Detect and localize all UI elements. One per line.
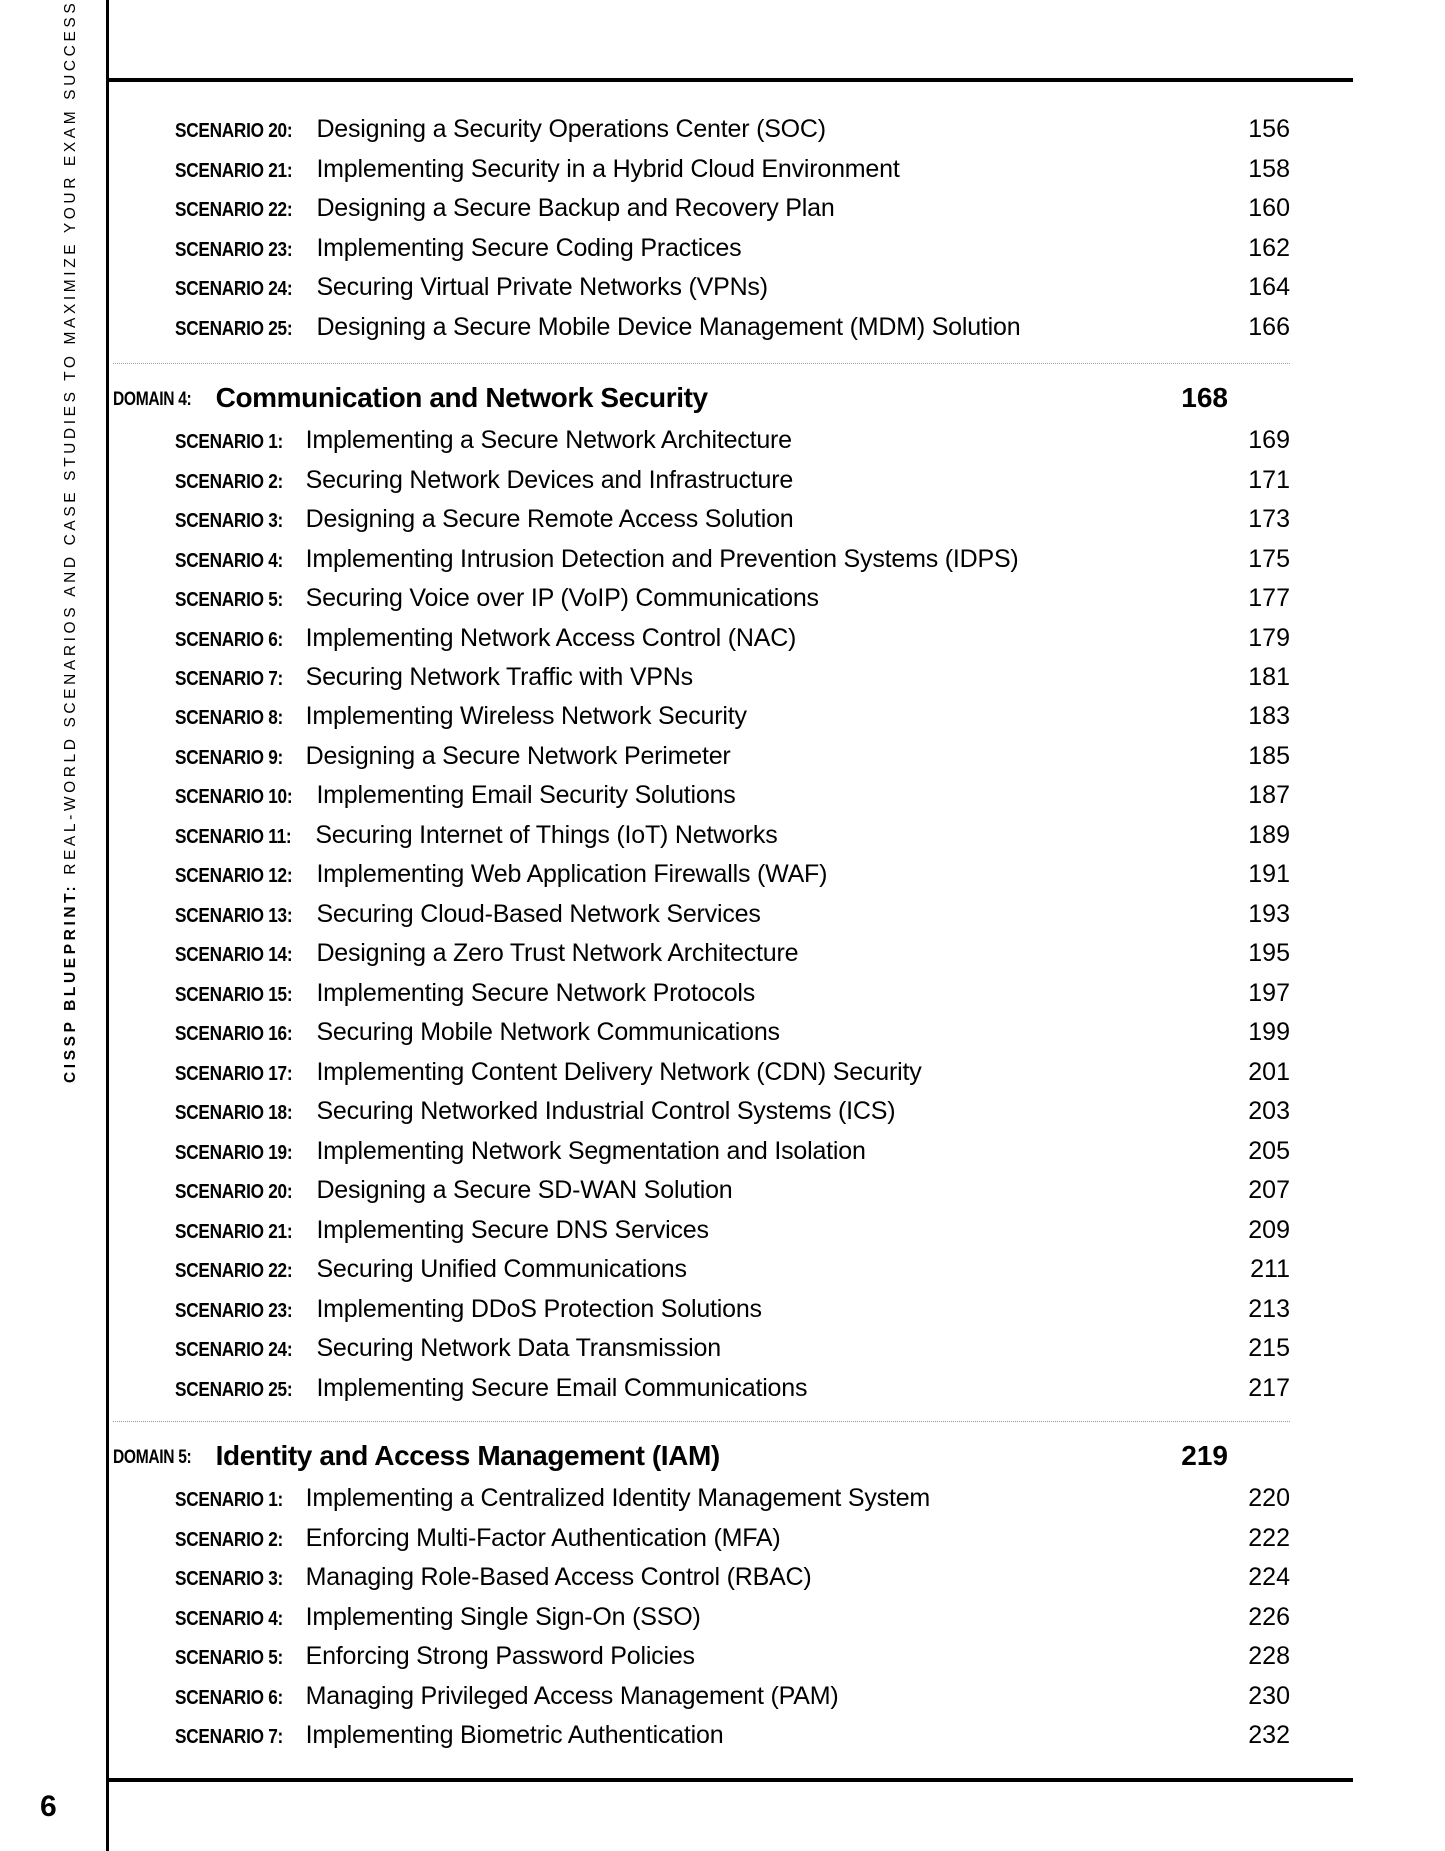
running-head-subtitle: REAL-WORLD SCENARIOS AND CASE STUDIES TO MAXIMIZE YOUR EXAM SUCCESS — [62, 0, 79, 883]
toc-entry-label: SCENARIO 2: — [175, 470, 284, 493]
toc-entry[interactable] — [175, 697, 1290, 736]
toc-entry[interactable] — [175, 1092, 1290, 1131]
toc-entry-page: 173 — [1248, 505, 1290, 534]
toc-entry-label: SCENARIO 19: — [175, 1141, 293, 1164]
page-number: 6 — [40, 1790, 57, 1823]
toc-entry-title: Securing Networked Industrial Control Systems (ICS) — [316, 1097, 896, 1126]
domain-label: DOMAIN 5: — [113, 1447, 192, 1469]
toc-entry-title: Implementing Secure Coding Practices — [316, 233, 742, 262]
toc-entry-page: 158 — [1248, 154, 1290, 183]
toc-entry[interactable] — [175, 658, 1290, 697]
toc-entry-title: Implementing Wireless Network Security — [305, 702, 747, 731]
toc-entry-label: SCENARIO 20: — [175, 120, 293, 143]
toc-entry-title: Implementing Secure Email Communications — [316, 1373, 808, 1402]
toc-entry[interactable] — [175, 1132, 1290, 1171]
toc-entry-label: SCENARIO 2: — [175, 1528, 284, 1551]
toc-entry-page: 183 — [1248, 702, 1290, 731]
toc-entry-page: 232 — [1248, 1721, 1290, 1750]
toc-entry[interactable] — [175, 1171, 1290, 1210]
toc-entry-label: SCENARIO 6: — [175, 628, 284, 651]
toc-entry-title: Managing Privileged Access Management (PAM) — [305, 1681, 839, 1710]
toc-entry[interactable] — [175, 1597, 1290, 1636]
page-frame-bottom-rule — [106, 1778, 1353, 1782]
toc-entry[interactable] — [175, 1716, 1290, 1755]
running-head-book-title: CISSP BLUEPRINT: — [62, 882, 79, 1083]
toc-entry[interactable] — [175, 1558, 1290, 1597]
toc-entry-page: 228 — [1248, 1642, 1290, 1671]
toc-entry[interactable] — [175, 579, 1290, 618]
toc-entry-title: Designing a Secure Mobile Device Management (MDM) Solution — [316, 312, 1021, 341]
toc-entry-label: SCENARIO 11: — [175, 825, 292, 848]
toc-entry-title: Implementing Biometric Authentication — [305, 1721, 724, 1750]
toc-entry-page: 177 — [1248, 584, 1290, 613]
toc-entry-label: SCENARIO 7: — [175, 668, 284, 690]
toc-entry-page: 211 — [1250, 1255, 1290, 1284]
toc-entry[interactable] — [175, 737, 1290, 776]
toc-entry[interactable] — [175, 110, 1290, 149]
toc-entry-page: 217 — [1248, 1373, 1290, 1402]
toc-entry[interactable] — [175, 895, 1290, 934]
toc-entry-title: Securing Network Devices and Infrastructure — [305, 465, 794, 494]
toc-entry-label: SCENARIO 14: — [175, 944, 293, 967]
toc-entry-page: 179 — [1248, 623, 1290, 652]
toc-entry-page: 215 — [1248, 1334, 1290, 1363]
toc-entry-label: SCENARIO 24: — [175, 1339, 293, 1362]
toc-entry-page: 209 — [1248, 1215, 1290, 1244]
toc-entry-label: SCENARIO 22: — [175, 1260, 293, 1283]
toc-entry-label: SCENARIO 8: — [175, 707, 284, 730]
toc-entry[interactable] — [175, 1250, 1290, 1289]
toc-entry-title: Designing a Zero Trust Network Architecture — [316, 939, 799, 968]
toc-entry[interactable] — [175, 1369, 1290, 1408]
toc-entry-label: SCENARIO 7: — [175, 1726, 284, 1749]
page-frame-left-rule — [106, 0, 109, 1851]
toc-entry-page: 156 — [1248, 115, 1290, 144]
toc-entry-page: 171 — [1248, 465, 1290, 494]
toc-entry[interactable] — [175, 618, 1290, 657]
toc-entry-title: Implementing a Secure Network Architecture — [305, 426, 792, 455]
toc-entry-page: 205 — [1248, 1136, 1290, 1165]
toc-entry[interactable] — [175, 776, 1290, 815]
toc-entry[interactable] — [175, 934, 1290, 973]
toc-entry-page: 230 — [1248, 1681, 1290, 1710]
toc-entry[interactable] — [175, 1211, 1290, 1250]
toc-entry-page: 203 — [1248, 1097, 1290, 1126]
toc-entry-page: 193 — [1248, 899, 1290, 928]
toc-entry[interactable] — [175, 1676, 1290, 1715]
toc-entry[interactable] — [175, 1013, 1290, 1052]
toc-entry-label: SCENARIO 13: — [175, 904, 293, 927]
toc-entry[interactable] — [175, 1329, 1290, 1368]
toc-entry-page: 226 — [1248, 1602, 1290, 1631]
toc-entry-title: Implementing Network Access Control (NAC) — [305, 623, 797, 652]
toc-entry-label: SCENARIO 17: — [175, 1062, 293, 1085]
toc-entry[interactable] — [175, 1637, 1290, 1676]
toc-entry-label: SCENARIO 3: — [175, 510, 284, 533]
toc-entry[interactable] — [175, 460, 1290, 499]
toc-entry[interactable] — [175, 228, 1290, 267]
toc-entry[interactable] — [175, 189, 1290, 228]
toc-entry-title: Implementing Network Segmentation and Isolation — [316, 1136, 866, 1165]
section-divider — [113, 1421, 1290, 1422]
toc-entry-label: SCENARIO 1: — [175, 1489, 284, 1512]
toc-entry-page: 185 — [1248, 741, 1290, 770]
toc-entry-title: Securing Mobile Network Communications — [316, 1018, 780, 1047]
toc-entry-title: Implementing a Centralized Identity Management System — [305, 1484, 931, 1513]
toc-entry-title: Implementing DDoS Protection Solutions — [316, 1294, 762, 1323]
toc-domain-heading-4[interactable] — [113, 374, 1228, 421]
toc-entry-title: Securing Network Traffic with VPNs — [305, 663, 693, 691]
toc-entry-label: SCENARIO 6: — [175, 1686, 284, 1709]
toc-entry-title: Securing Unified Communications — [316, 1255, 687, 1284]
toc-entry-page: 166 — [1248, 312, 1290, 341]
toc-entry-title: Implementing Secure Network Protocols — [316, 978, 756, 1007]
toc-entry-page: 189 — [1248, 820, 1290, 849]
toc-entry-page: 191 — [1248, 860, 1290, 889]
toc-entry-label: SCENARIO 23: — [175, 1299, 293, 1322]
section-divider — [113, 363, 1290, 364]
toc-entry-title: Securing Internet of Things (IoT) Networks — [315, 820, 778, 849]
toc-entry-label: SCENARIO 5: — [175, 589, 284, 612]
toc-entry-page: 169 — [1248, 426, 1290, 455]
toc-entry-label: SCENARIO 21: — [175, 1220, 293, 1243]
toc-entry-title: Securing Network Data Transmission — [316, 1334, 721, 1363]
toc-entry-label: SCENARIO 24: — [175, 278, 293, 301]
domain-title: Identity and Access Management (IAM) — [215, 1440, 720, 1472]
toc-entry-title: Implementing Email Security Solutions — [316, 781, 736, 810]
toc-entry-title: Implementing Single Sign-On (SSO) — [305, 1602, 701, 1631]
toc-entry-page: 201 — [1248, 1057, 1290, 1086]
toc-entry-title: Designing a Secure Remote Access Solution — [305, 505, 794, 534]
toc-entry-title: Designing a Security Operations Center (SOC) — [316, 115, 826, 144]
toc-entry-page: 207 — [1248, 1176, 1290, 1205]
toc-entry-page: 160 — [1248, 194, 1290, 223]
domain-label: DOMAIN 4: — [113, 388, 192, 410]
toc-entry[interactable] — [175, 855, 1290, 894]
toc-entry-label: SCENARIO 4: — [175, 549, 284, 572]
toc-entry-page: 181 — [1248, 663, 1290, 691]
toc-entry-page: 175 — [1248, 544, 1290, 573]
toc-entry-label: SCENARIO 25: — [175, 317, 293, 340]
toc-entry-page: 195 — [1248, 939, 1290, 968]
toc-entry[interactable] — [175, 1053, 1290, 1092]
table-of-contents — [113, 110, 1290, 1755]
toc-entry-label: SCENARIO 18: — [175, 1102, 293, 1125]
toc-entry[interactable] — [175, 149, 1290, 188]
toc-entry-page: 213 — [1248, 1294, 1290, 1323]
toc-entry-label: SCENARIO 5: — [175, 1647, 284, 1670]
toc-entry-title: Implementing Secure DNS Services — [316, 1215, 709, 1244]
toc-entry-label: SCENARIO 12: — [175, 865, 293, 888]
toc-entry-title: Designing a Secure Backup and Recovery Plan — [316, 194, 835, 223]
toc-entry[interactable] — [175, 307, 1290, 346]
toc-entry-title: Implementing Intrusion Detection and Prevention Systems (IDPS) — [305, 544, 1019, 573]
toc-entry-label: SCENARIO 3: — [175, 1568, 284, 1591]
domain-page: 168 — [1181, 381, 1228, 413]
toc-entry-page: 199 — [1248, 1018, 1290, 1047]
toc-entry-label: SCENARIO 9: — [175, 746, 284, 769]
toc-entry-title: Securing Voice over IP (VoIP) Communications — [305, 584, 819, 613]
toc-entry-title: Implementing Security in a Hybrid Cloud Environment — [316, 154, 900, 183]
toc-entry[interactable] — [175, 974, 1290, 1013]
toc-domain-heading-5[interactable] — [113, 1432, 1228, 1479]
toc-entry-label: SCENARIO 20: — [175, 1181, 293, 1204]
toc-entry-title: Securing Virtual Private Networks (VPNs) — [316, 273, 768, 302]
toc-entry[interactable] — [175, 1479, 1290, 1518]
toc-entry-title: Designing a Secure Network Perimeter — [305, 741, 731, 770]
toc-entry-page: 164 — [1248, 273, 1290, 302]
toc-entry[interactable] — [175, 268, 1290, 307]
toc-entry-label: SCENARIO 16: — [175, 1023, 293, 1046]
toc-entry[interactable] — [175, 1290, 1290, 1329]
toc-entry-title: Implementing Content Delivery Network (CDN) Security — [316, 1057, 922, 1086]
toc-entry[interactable] — [175, 1519, 1290, 1558]
toc-entry-page: 224 — [1248, 1563, 1290, 1592]
toc-entry-title: Securing Cloud-Based Network Services — [316, 899, 761, 928]
toc-entry[interactable] — [175, 816, 1290, 855]
toc-entry-title: Enforcing Multi-Factor Authentication (MFA) — [305, 1523, 781, 1552]
toc-entry-label: SCENARIO 1: — [175, 431, 284, 454]
toc-entry-label: SCENARIO 25: — [175, 1378, 293, 1401]
toc-entry-label: SCENARIO 4: — [175, 1607, 284, 1630]
toc-entry[interactable] — [175, 500, 1290, 539]
toc-entry-title: Managing Role-Based Access Control (RBAC) — [305, 1563, 812, 1592]
toc-entry-title: Designing a Secure SD-WAN Solution — [316, 1176, 733, 1205]
domain-page: 219 — [1181, 1440, 1228, 1472]
toc-entry-label: SCENARIO 23: — [175, 238, 293, 261]
toc-entry-page: 187 — [1248, 781, 1290, 810]
toc-entry-label: SCENARIO 21: — [175, 159, 293, 182]
running-head — [62, 0, 80, 1083]
toc-entry[interactable] — [175, 539, 1290, 578]
toc-entry-page: 197 — [1248, 978, 1290, 1007]
toc-entry-page: 222 — [1248, 1523, 1290, 1552]
toc-entry-title: Enforcing Strong Password Policies — [305, 1642, 695, 1671]
toc-entry-page: 162 — [1248, 233, 1290, 262]
toc-entry-label: SCENARIO 15: — [175, 983, 293, 1006]
toc-entry[interactable] — [175, 421, 1290, 460]
toc-entry-label: SCENARIO 22: — [175, 199, 293, 222]
toc-entry-label: SCENARIO 10: — [175, 786, 293, 809]
toc-entry-page: 220 — [1248, 1484, 1290, 1513]
toc-entry-title: Implementing Web Application Firewalls (WAF) — [316, 860, 828, 889]
domain-title: Communication and Network Security — [215, 381, 708, 413]
page-frame-top-rule — [106, 78, 1353, 82]
